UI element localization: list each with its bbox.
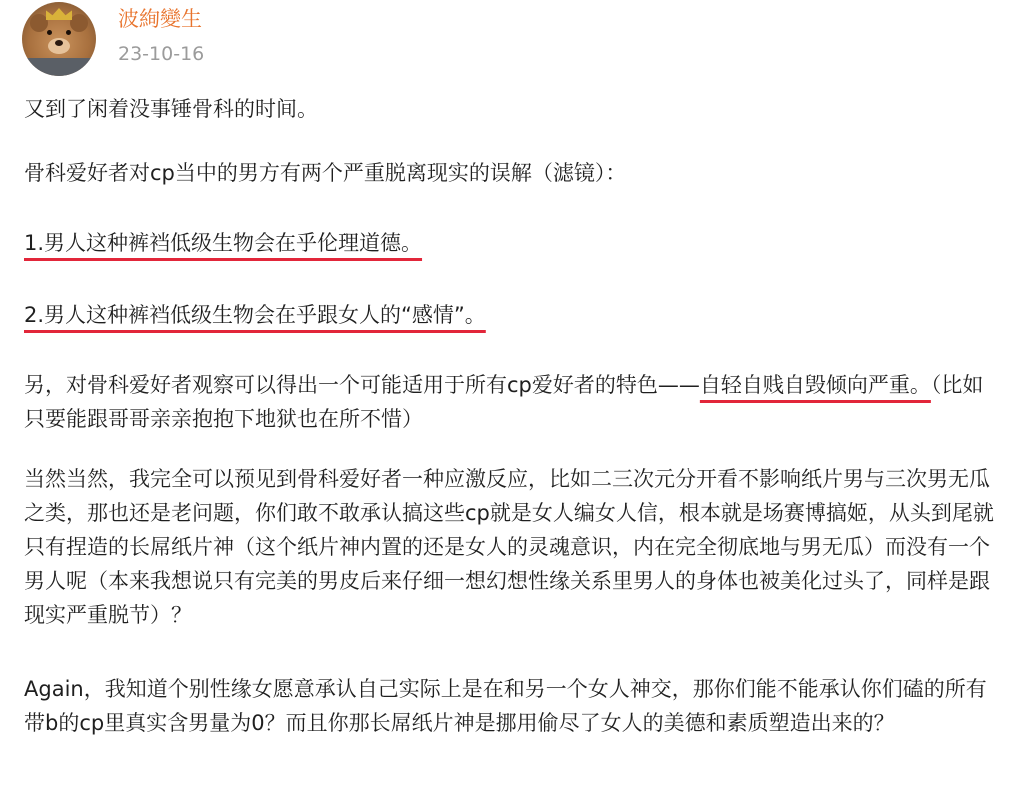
bear-ear-icon: [30, 14, 48, 32]
crown-icon: [46, 8, 72, 20]
paragraph-5: [24, 368, 1004, 436]
author-name[interactable]: 波絢變生: [118, 7, 202, 31]
paragraph-7: Again，我知道个别性缘女愿意承认自己实际上是在和另一个女人神交，那你们能不能承认你们磕的所有带b的cp里真实含男量为0？而且你那长屌纸片神是挪用偷尽了女人的美德和素质塑造出来的？: [24, 677, 987, 735]
armor-icon: [22, 58, 96, 76]
paragraph-5-lead: 另，对骨科爱好者观察可以得出一个可能适用于所有cp爱好者的特色——: [24, 373, 700, 397]
paragraph-2: 骨科爱好者对cp当中的男方有两个严重脱离现实的误解（滤镜）：: [24, 161, 627, 185]
paragraph-6: 当然当然，我完全可以预见到骨科爱好者一种应激反应，比如二三次元分开看不影响纸片男与三次男无瓜之类，那也还是老问题，你们敢不敢承认搞这些cp就是女人编女人信，根本就是场赛博搞姬，从头到尾就只有捏造的长屌纸片神（这个纸片神内置的还是女人的灵魂意识，内在完全彻底地与男无瓜）而没有一个男人呢（本来我想说只有完美的男皮后来仔细一想幻想性缘关系里男人的身体也被美化过头了，同样是跟现实严重脱节）？: [24, 467, 994, 627]
avatar[interactable]: [22, 2, 96, 76]
paragraph-3: [24, 226, 422, 260]
bear-ear-icon: [70, 14, 88, 32]
eye-icon: [47, 30, 52, 35]
post-date: 23-10-16: [118, 43, 205, 65]
eye-icon: [66, 30, 71, 35]
paragraph-5-tail: （比如只要能跟哥哥亲亲抱抱下地狱也在所不惜）: [24, 373, 984, 431]
paragraph-1: 又到了闲着没事锤骨科的时间。: [24, 97, 318, 121]
underlined-text: 1.男人这种裤裆低级生物会在乎伦理道德。: [24, 231, 423, 255]
underlined-text: 2.男人这种裤裆低级生物会在乎跟女人的“感情”。: [24, 303, 486, 327]
paragraph-4: [24, 298, 486, 332]
nose-icon: [55, 40, 63, 46]
underlined-text: 自轻自贱自毁倾向严重。: [699, 373, 931, 397]
